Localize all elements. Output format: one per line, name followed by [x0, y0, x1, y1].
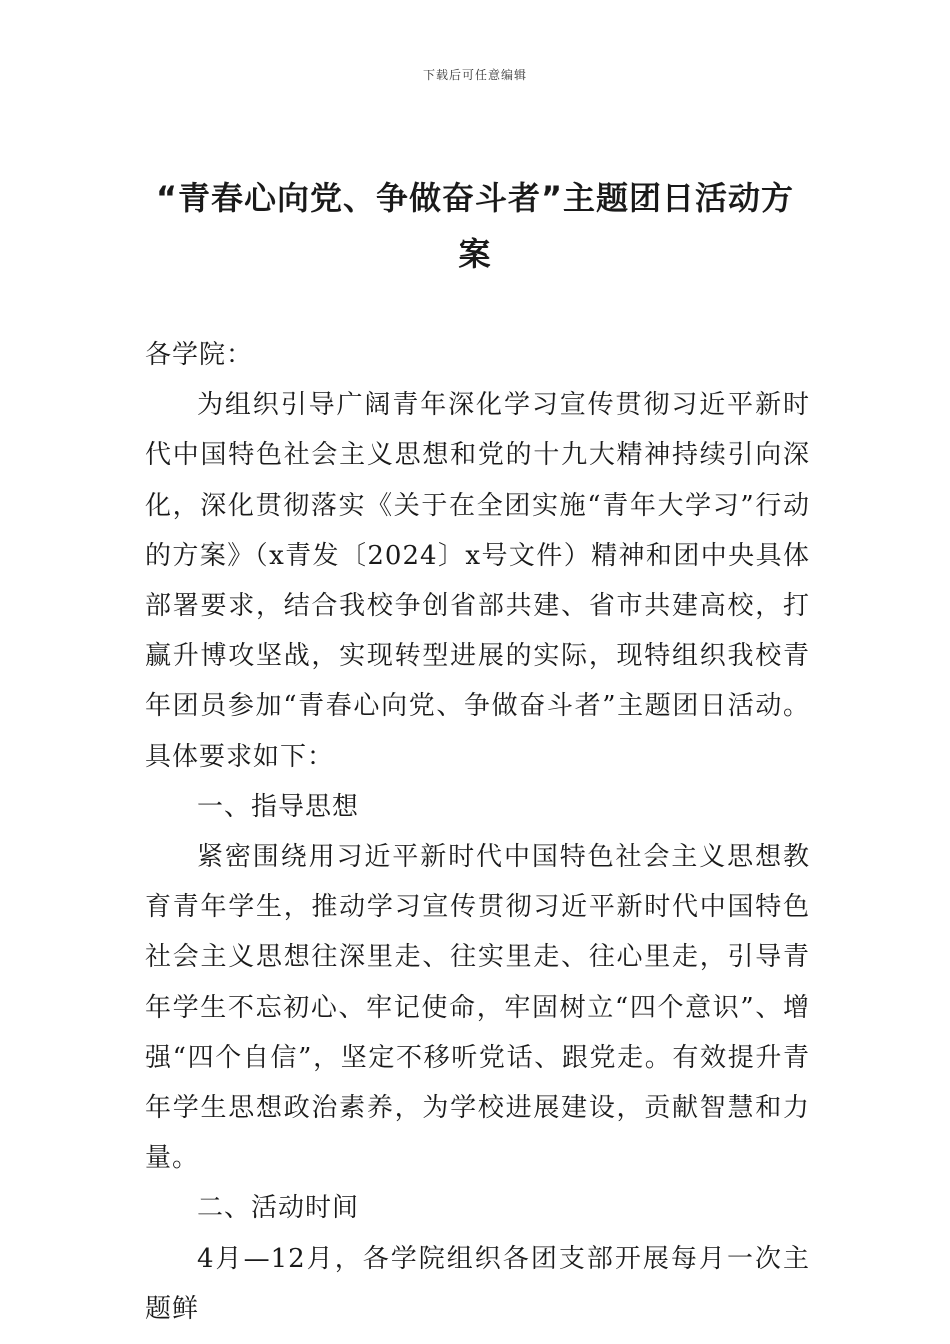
salutation: 各学院： [145, 340, 254, 370]
header-note: 下载后可任意编辑 [422, 68, 527, 82]
paragraph-activity-time: 4月—12月，各学院组织各团支部开展每月一次主题鲜 [145, 1243, 810, 1324]
document-body [145, 330, 810, 1334]
paragraph-intro: 为组织引导广阔青年深化学习宣传贯彻习近平新时代中国特色社会主义思想和党的十九大精神持续引向深化，深化贯彻落实《关于在全团实施“青年大学习”行动的方案》（x青发〔2024〕x号文件）精神和团中央具体部署要求，结合我校争创省部共建、省市共建高校，打赢升博攻坚战，实现转型进展的实际，现特组织我校青年团员参加“青春心向党、争做奋斗者”主题团日活动。具体要求如下： [145, 390, 810, 772]
section-heading-guiding-ideology: 一、指导思想 [197, 791, 360, 822]
document-title: “青春心向党、争做奋斗者”主题团日活动方案 [155, 179, 795, 273]
section-heading-activity-time: 二、活动时间 [197, 1193, 360, 1224]
paragraph-guiding-ideology: 紧密围绕用习近平新时代中国特色社会主义思想教育青年学生，推动学习宣传贯彻习近平新时代中国特色社会主义思想往深里走、往实里走、往心里走，引导青年学生不忘初心、牢记使命，牢固树立“四个意识”、增强“四个自信”，坚定不移听党话、跟党走。有效提升青年学生思想政治素养，为学校进展建设，贡献智慧和力量。 [145, 842, 810, 1174]
